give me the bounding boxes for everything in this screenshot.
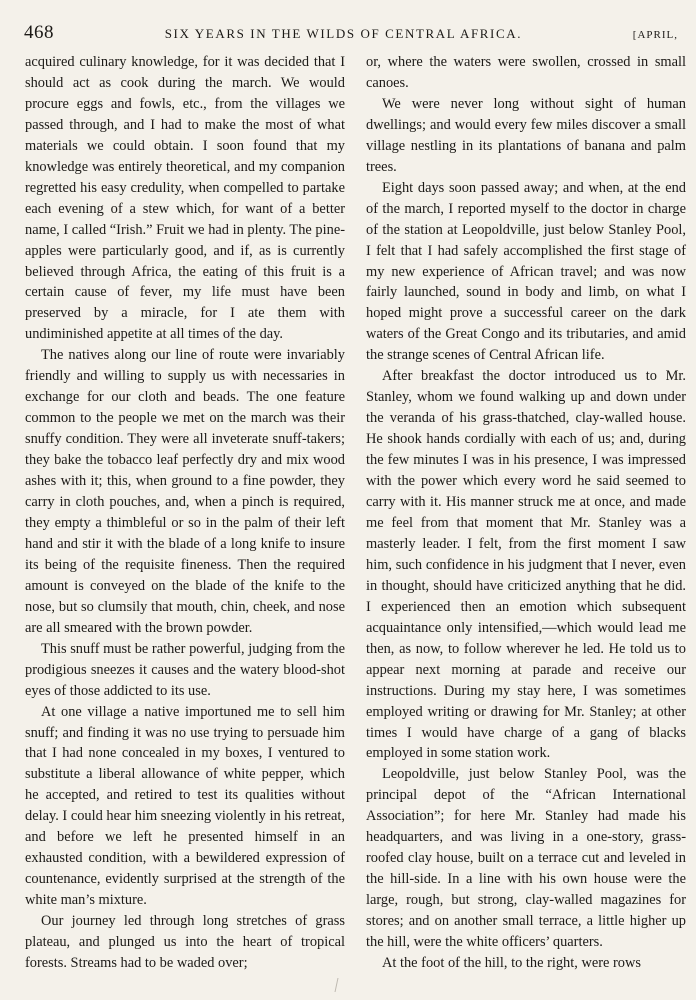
page-mark (335, 978, 345, 992)
paragraph: We were never long without sight of human dwellings; and would every few miles discover a small village nestling in its plantations of banana and palm trees. (366, 95, 686, 175)
paragraph: After breakfast the doctor introduced us to Mr. Stanley, whom we found walking up and down under the veranda of his grass-thatched, clay-walled house. He shook hands cordially with each of us; and, during the few minutes I was in his presence, I was impressed with the power which every word he said seemed to carry with it. His manner struck me at once, and made me feel from that moment that Mr. Stanley was a masterly leader. I felt, from the first moment I saw him, such confidence in his judgment that I never, even in thought, should have criticized anything that he did. I experienced then an emotion which subsequent acquaintance only intensified,—which would lead me then, as now, to follow wherever he led. He told us to appear next morning at parade and receive our instructions. During my stay here, I was sometimes employed writing or drawing for Mr. Stanley; at other times I would have charge of a gang of blacks employed in some station work. (366, 368, 686, 762)
paragraph: Our journey led through long stretches of grass plateau, and plunged us into the heart of tropical forests. Streams had to be waded over; (25, 913, 345, 971)
paragraph: This snuff must be rather powerful, judging from the prodigious sneezes it causes and the watery blood-shot eyes of those addicted to its use. (25, 640, 345, 699)
paragraph: acquired culinary knowledge, for it was decided that I should act as cook during the march. We would procure eggs and fowls, etc., from the villages we passed through, and I had to make the most of what materials we could obtain. I soon found that my knowledge was entirely theoretical, and my companion regretted his easy credulity, when compelled to partake each evening of a stew which, for want of a better name, I called “Irish.” Fruit we had in plenty. The pine-apples were particularly good, and if, as is currently believed through Africa, the eating of this fruit is a certain cause of fever, my life must have been preserved by a miracle, for I ate them with undiminished appetite at all times of the day. (25, 54, 345, 343)
paragraph: or, where the waters were swollen, crossed in small canoes. (366, 54, 686, 91)
paragraph: Leopoldville, just below Stanley Pool, was the principal depot of the “African International Association”; for here Mr. Stanley had made his headquarters, and was living in a one-story, grass-roofed clay house, built on a terrace cut and leveled in the hill-side. In a line with his own house were the large, rough, but strong, clay-walled magazines for stores; and on another small terrace, a little higher up the hill, were the white officers’ quarters. (366, 766, 686, 951)
right-column (366, 52, 686, 974)
running-header (24, 22, 678, 46)
paragraph: At the foot of the hill, to the right, were rows (382, 954, 641, 971)
paragraph: The natives along our line of route were invariably friendly and willing to supply us with necessaries in exchange for our cloth and beads. The one feature common to the people we met on the march was their snuffy condition. They were all inveterate snuff-takers; they bake the tobacco leaf perfectly dry and mix wood ashes with it; this, when ground to a fine powder, they carry in cloth pouches, and, when a pinch is required, they empty a thimbleful or so in the palm of their left hand and stir it with the blade of a long knife to insure its being of the requisite fineness. Then the required amount is conveyed on the blade of the knife to the nose, but so clumsily that mouth, chin, cheek, and nose are all smeared with the brown powder. (25, 347, 345, 636)
left-column (25, 52, 345, 974)
header-date: [APRIL, (632, 29, 678, 41)
page-number: 468 (24, 22, 54, 43)
paragraph: Eight days soon passed away; and when, at the end of the march, I reported myself to the doctor in charge of the station at Leopoldville, just below Stanley Pool, I felt that I had safely accomplished the first stage of my new experience of African travel; and was now fairly launched, sound in body and limb, on what I hoped might prove a successful career on the dark waters of the Great Congo and its tributaries, and amid the strange scenes of Central African life. (366, 179, 686, 364)
paragraph: At one village a native importuned me to sell him snuff; and finding it was no use trying to persuade him that I had none concealed in my boxes, I ventured to substitute a liberal allowance of white pepper, which he accepted, and retired to test its qualities without delay. I could hear him sneezing violently in his retreat, and before we left he presented himself in an exhausted condition, with a bewildered expression of countenance, evidently surprised at the strength of the white man’s mixture. (25, 703, 345, 909)
running-title: SIX YEARS IN THE WILDS OF CENTRAL AFRICA. (164, 26, 523, 41)
